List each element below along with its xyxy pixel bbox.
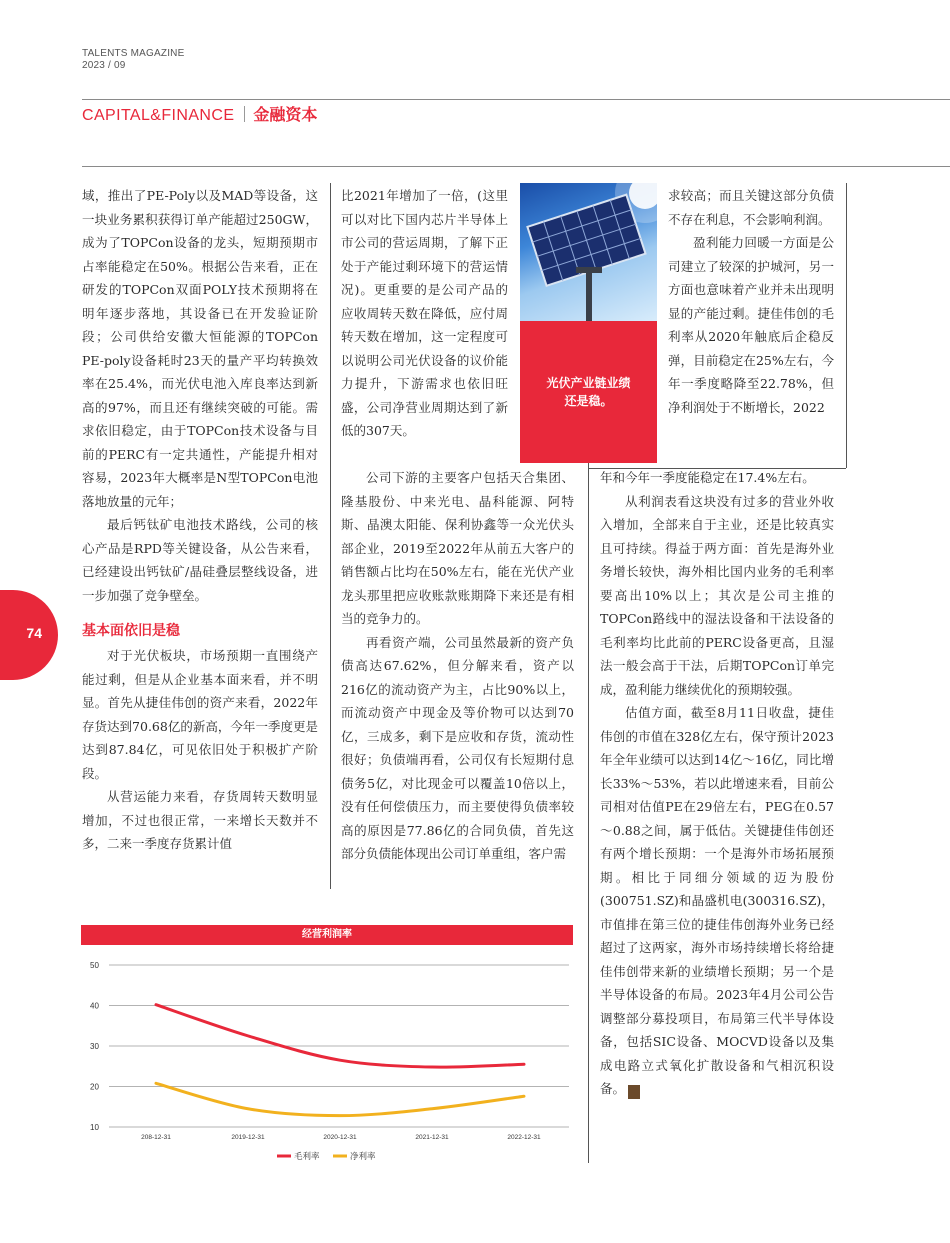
magazine-header: [82, 48, 184, 72]
page-number: 74: [26, 625, 42, 641]
col1-paragraph-4: 从营运能力来看，存货周转天数明显增加，不过也很正常，一来增长天数并不多，二来一季度存货累计值: [82, 789, 318, 851]
legend-label: 净利率: [350, 1152, 376, 1162]
section-divider: [244, 106, 245, 122]
solar-panel-photo: [520, 183, 657, 321]
section-rule: [82, 166, 950, 167]
legend-label: 毛利率: [294, 1152, 320, 1162]
col3-paragraph-2: 盈利能力回暖一方面是公司建立了较深的护城河，另一方面也意味着产业并未出现明显的产能过剩。捷佳伟创的毛利率从2020年触底后企稳反弹，目前稳定在25%左右，今年一季度略降至22.78%，但净利润处于不断增长，2022: [668, 235, 834, 415]
col1-paragraph-3: 对于光伏板块，市场预期一直围绕产能过剩，但是从企业基本面来看，并不明显。首先从捷佳伟创的资产来看，2022年存货达到70.68亿的新高，今年一季度更是达到87.84亿，可见依旧处于积极扩产阶段。: [82, 648, 318, 781]
y-tick-label: 20: [90, 1082, 99, 1092]
series-line-净利率: [156, 1083, 524, 1115]
col2-paragraph-3: 再看资产端，公司虽然最新的资产负债高达67.62%，但分解来看，资产以216亿的流动资产为主，占比90%以上，而流动资产中现金及等价物可以达到70亿，三成多，剩下是应收和存货，流动性很好；负债端再看，公司仅有长短期付息债务5亿，对比现金可以覆盖10倍以上，没有任何偿债压力，而主要使得负债率较高的原因是77.86亿的合同负债，首先这部分负债能体现出公司订单重组，客户需: [341, 634, 574, 861]
column-divider-1: [330, 183, 331, 889]
col3-paragraph-4: [600, 701, 834, 1101]
header-rule: [82, 99, 950, 100]
col3-paragraph-1: 求较高；而且关键这部分负债不存在利息，不会影响利润。: [668, 188, 834, 227]
y-tick-label: 30: [90, 1042, 99, 1051]
profit-margin-chart: [81, 947, 573, 1167]
col1-paragraph-2: 最后钙钛矿电池技术路线，公司的核心产品是RPD等关键设备，从公告来看，已经建设出钙钛矿/晶硅叠层整线设备，进一步加强了竞争壁垒。: [82, 517, 318, 603]
photo-caption: [520, 321, 657, 463]
col2-paragraph-2: 公司下游的主要客户包括天合集团、隆基股份、中来光电、晶科能源、阿特斯、晶澳太阳能、保利协鑫等一众光伏头部企业，2019至2022年从前五大客户的销售额占比均在50%左右，能在光伏产业龙头那里把应收账款账期降下来还是有相当的竞争力的。: [341, 470, 574, 626]
y-tick-label: 40: [90, 1001, 99, 1011]
x-tick-label: 2022-12-31: [507, 1134, 541, 1141]
article-column-3: [600, 466, 834, 1101]
caption-line-1: 光伏产业链业绩: [546, 376, 631, 390]
section-title-en: CAPITAL&FINANCE: [82, 107, 235, 124]
col3-paragraph-4-text: 估值方面，截至8月11日收盘，捷佳伟创的市值在328亿左右，保守预计2023年全年业绩可以达到14亿～16亿，同比增长33%～53%，若以此增速来看，目前公司相对估值PE在29倍左右，PEG在0.57～0.88之间，属于低估。关键捷佳伟创还有两个增长预期：一个是海外市场拓展预期。相比于同细分领域的迈为股份(300751.SZ)和晶盛机电(300316.SZ)，市值排在第三位的捷佳伟创海外业务已经超过了这两家，海外市场持续增长将给捷佳伟创带来新的业绩增长预期；另一个是半导体设备的布局。2023年4月公司公告调整部分募投项目，布局第三代半导体设备，包括SIC设备、MOCVD设备以及集成电路立式氧化扩散设备和气相沉积设备。: [600, 705, 834, 1096]
column-divider-4: [846, 183, 847, 468]
col1-paragraph-1: 域，推出了PE-Poly以及MAD等设备，这一块业务累积获得订单产能超过250GW，成为了TOPCon设备的龙头，短期预期市占率能稳定在50%。根据公告来看，正在研发的TOPCon双面POLY技术预期将在明年逐步落地，其设备已在开发验证阶段；公司供给安徽大恒能源的TOPCon PE-poly设备耗时23天的量产平均转换效率在25.4%，而光伏电池入库良率达到新高的97%，而且还有继续突破的可能。需求依旧稳定，由于TOPCon技术设备与目前的PERC有一定共通性，产能提升相对容易，2023年大概率是N型TOPCon电池落地放量的元年；: [82, 188, 318, 509]
column-divider-3: [588, 468, 589, 1163]
section-title-zh: 金融资本: [253, 107, 318, 124]
x-tick-label: 2021-12-31: [415, 1134, 449, 1141]
x-tick-label: 2020-12-31: [323, 1134, 357, 1141]
series-line-毛利率: [156, 1005, 524, 1067]
col3-paragraph-2-continued: 年和今年一季度能稳定在17.4%左右。: [600, 470, 815, 485]
magazine-name: TALENTS MAGAZINE: [82, 48, 185, 59]
end-mark-logo: t: [628, 1085, 640, 1099]
y-tick-label: 50: [90, 961, 99, 970]
caption-line-2: 还是稳。: [564, 394, 613, 408]
article-column-2: [341, 466, 574, 866]
article-column-1: [82, 184, 318, 856]
article-column-2-top: [341, 184, 508, 443]
article-column-3-top: [668, 184, 834, 419]
chart-title: 经营利润率: [81, 925, 573, 945]
x-tick-label: 208-12-31: [141, 1134, 171, 1141]
col2-paragraph-1: 比2021年增加了一倍，(这里可以对比下国内芯片半导体上市公司的营运周期，了解下正处于产能过剩环境下的营运情况)。更重要的是公司产品的应收周转天数在降低，应付周转天数在增加，这一定程度可以说明公司光伏设备的议价能力提升，下游需求也依旧旺盛，公司净营业周期达到了新低的307天。: [341, 188, 508, 438]
page-number-tab: [0, 590, 58, 680]
issue-number: 2023 / 09: [82, 60, 126, 71]
section-title: [82, 106, 317, 126]
y-tick-label: 10: [90, 1123, 99, 1132]
x-tick-label: 2019-12-31: [231, 1134, 265, 1141]
col3-paragraph-3: 从利润表看这块没有过多的营业外收入增加，全部来自于主业，还是比较真实且可持续。得益于两方面：首先是海外业务增长较快，海外相比国内业务的毛利率要高出10%以上；其次是公司主推的TOPCon路线中的湿法设备和干法设备的毛利率均比此前的PERC设备更高，且湿法一般会高于干法，后期TOPCon订单完成，盈利能力继续优化的预期较强。: [600, 493, 834, 697]
subheading: 基本面依旧是稳: [82, 622, 180, 638]
